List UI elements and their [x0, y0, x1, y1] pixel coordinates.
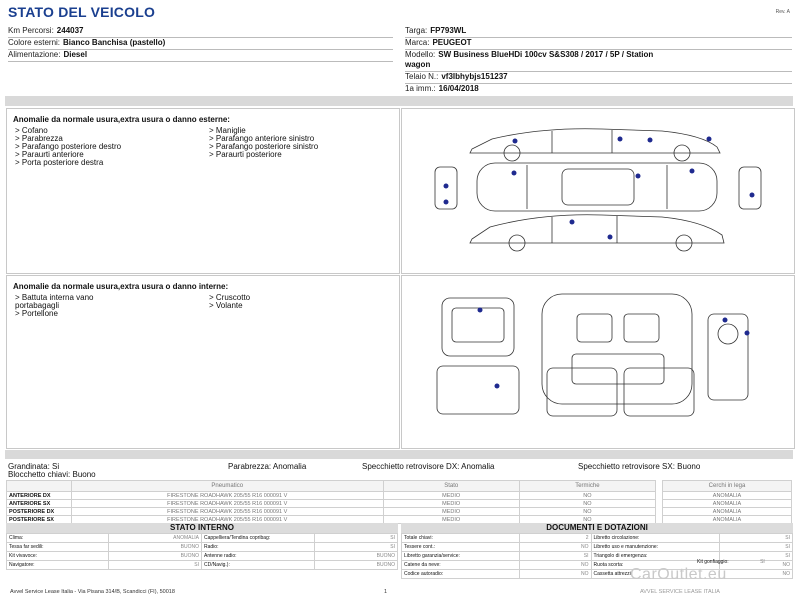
tyre-model: FIRESTONE ROADHAWK 205/55 R16 000091 V: [71, 508, 383, 516]
damage-marker: [513, 139, 518, 144]
damage-marker: [750, 193, 755, 198]
grid-label: Tessere cont.:: [402, 543, 520, 552]
table-row: [7, 552, 398, 561]
tyre-model: FIRESTONE ROADHAWK 205/55 R16 000091 V: [71, 500, 383, 508]
footer-company: AVVEL SERVICE LEASE ITALIA: [640, 589, 720, 595]
reg-label: 1a imm.:: [405, 84, 436, 93]
tyre-state: MEDIO: [383, 500, 519, 508]
reg-row: [405, 83, 790, 95]
internal-diagram-panel: [401, 275, 795, 449]
vin-value: vf3lbhybjs151237: [441, 72, 508, 81]
grid-label: CD/Navig.):: [202, 561, 315, 570]
grid-value: NO: [520, 561, 591, 570]
damage-marker: [444, 184, 449, 189]
tyre-thermal: NO: [519, 500, 655, 508]
grid-value: NO: [520, 543, 591, 552]
color-label: Colore esterni:: [8, 38, 61, 47]
model-value-line2: wagon: [405, 60, 431, 69]
fuel-label: Alimentazione:: [8, 50, 61, 59]
grid-label: Libretto circolazione:: [591, 534, 719, 543]
alloy-state: ANOMALIA: [663, 516, 792, 524]
interior-state-title: STATO INTERNO: [6, 523, 398, 533]
damage-marker: [608, 235, 613, 240]
damage-marker: [723, 318, 728, 323]
table-row: [7, 508, 656, 516]
km-label: Km Percorsi:: [8, 26, 54, 35]
grid-label: Ruota scorta:: [591, 561, 719, 570]
table-header-empty: [7, 481, 72, 492]
damage-item: > Maniglie: [209, 126, 246, 135]
km-value: 244037: [56, 26, 84, 35]
tyre-thermal: NO: [519, 516, 655, 524]
grid-label: Clima:: [7, 534, 109, 543]
internal-damage-title: Anomalie da normale usura,extra usura o danno interne:: [13, 282, 229, 291]
interior-state-table: [6, 533, 398, 570]
table-header: Termiche: [519, 481, 655, 492]
table-row: [7, 534, 398, 543]
color-row: [8, 37, 388, 49]
tyre-model: FIRESTONE ROADHAWK 205/55 R16 000091 V: [71, 492, 383, 500]
vin-label: Telaio N.:: [405, 72, 439, 81]
external-damage-list-2: [209, 127, 318, 159]
damage-item: > Portellone: [15, 309, 58, 318]
grid-value: NO: [520, 570, 591, 579]
grid-value: BUONO: [109, 552, 202, 561]
page-title: STATO DEL VEICOLO: [8, 4, 156, 20]
tyre-position: ANTERIORE DX: [7, 492, 72, 500]
table-header: Pneumatico: [71, 481, 383, 492]
plate-row: [405, 25, 790, 37]
color-value: Bianco Banchisa (pastello): [63, 38, 166, 47]
footer-address: Avvel Service Lease Italia - Via Pisana 314/B, Scandicci (FI), 50018: [10, 589, 175, 595]
fuel-value: Diesel: [63, 50, 88, 59]
footer-page: 1: [384, 589, 388, 595]
internal-damage-list-1: [15, 294, 94, 318]
grid-value: SI: [719, 552, 792, 561]
car-exterior-diagram: [402, 109, 794, 273]
tyre-position: POSTERIORE DX: [7, 508, 72, 516]
make-value: PEUGEOT: [432, 38, 472, 47]
watermark: CarOutlet.eu: [630, 566, 727, 583]
model-label: Modello:: [405, 50, 436, 59]
alloy-state: ANOMALIA: [663, 508, 792, 516]
grid-value: SI: [315, 534, 398, 543]
grid-value: SI: [520, 552, 591, 561]
mirror-sx-status: Specchietto retrovisore SX: Buono: [578, 462, 701, 471]
grid-value: BUONO: [315, 561, 398, 570]
reg-value: 16/04/2018: [438, 84, 479, 93]
table-row: [7, 500, 656, 508]
grid-value: BUONO: [315, 552, 398, 561]
damage-item: > Battuta interna vano: [15, 293, 94, 302]
alloy-state: ANOMALIA: [663, 500, 792, 508]
damage-item: > Paraurti anteriore: [15, 150, 84, 159]
tyre-model: FIRESTONE ROADHAWK 205/55 R16 000091 V: [71, 516, 383, 524]
mirror-dx-status: Specchietto retrovisore DX: Anomalia: [362, 462, 495, 471]
damage-item: > Paraurti posteriore: [209, 150, 282, 159]
alloy-table: [662, 480, 792, 524]
alloy-state: ANOMALIA: [663, 492, 792, 500]
internal-damage-panel: [6, 275, 400, 449]
damage-marker: [512, 171, 517, 176]
make-label: Marca:: [405, 38, 430, 47]
km-row: [8, 25, 388, 37]
external-damage-title: Anomalie da normale usura,extra usura o danno esterne:: [13, 115, 230, 124]
damage-item: > Cofano: [15, 126, 48, 135]
grid-value: ANOMALIA: [109, 534, 202, 543]
grid-label: Catene da neve:: [402, 561, 520, 570]
table-header: Stato: [383, 481, 519, 492]
damage-marker: [618, 137, 623, 142]
grid-label: Libretto uso e manutenzione:: [591, 543, 719, 552]
make-row: [405, 37, 790, 49]
grid-label: Tessa far sedili:: [7, 543, 109, 552]
grid-label: Radio:: [202, 543, 315, 552]
tyre-state: MEDIO: [383, 492, 519, 500]
damage-item: > Parafango posteriore sinistro: [209, 142, 319, 151]
tyre-state: MEDIO: [383, 508, 519, 516]
hail-status: Grandinata: Si: [8, 462, 60, 471]
damage-item: > Parabrezza: [15, 134, 63, 143]
grid-label: Libretto garanzia/service:: [402, 552, 520, 561]
tyre-state: MEDIO: [383, 516, 519, 524]
grid-label: Antenne radio:: [202, 552, 315, 561]
tyre-thermal: NO: [519, 492, 655, 500]
damage-item: > Parafango anteriore sinistro: [209, 134, 315, 143]
damage-item: > Parafango posteriore destro: [15, 142, 122, 151]
model-value-line1: SW Business BlueHDi 100cv S&S308 / 2017 / 5P / Station: [438, 50, 654, 59]
external-damage-list-1: [15, 127, 121, 167]
tyre-thermal: NO: [519, 508, 655, 516]
documents-title: DOCUMENTI E DOTAZIONI: [401, 523, 793, 533]
table-row: [402, 543, 793, 552]
damage-marker: [707, 137, 712, 142]
damage-item: > Porta posteriore destra: [15, 158, 104, 167]
table-row: [7, 543, 398, 552]
external-damage-panel: [6, 108, 400, 274]
damage-item: portabagagli: [15, 301, 60, 310]
car-interior-diagram: [402, 276, 794, 448]
model-row-2: [405, 59, 790, 71]
windshield-status: Parabrezza: Anomalia: [228, 462, 307, 471]
section-bar: [5, 96, 793, 106]
divider: [8, 61, 393, 62]
damage-marker: [444, 200, 449, 205]
external-diagram-panel: [401, 108, 795, 274]
tyre-position: ANTERIORE SX: [7, 500, 72, 508]
table-row: [402, 534, 793, 543]
grid-value: NO: [719, 561, 792, 570]
grid-value: SI: [719, 534, 792, 543]
kit-label: Kit gonfiaggio:: [697, 559, 729, 565]
keys-status: Blocchetto chiavi: Buono: [8, 470, 96, 479]
table-row: [7, 492, 656, 500]
plate-value: FP793WL: [430, 26, 467, 35]
grid-value: SI: [109, 561, 202, 570]
grid-label: Triangolo di emergenza:: [591, 552, 719, 561]
grid-label: Cassetta attrezzi:: [591, 570, 719, 579]
tyre-position: POSTERIORE SX: [7, 516, 72, 524]
grid-value: SI: [719, 543, 792, 552]
fuel-row: [8, 49, 388, 61]
vin-row: [405, 71, 790, 83]
page-revision: Rev. A: [775, 9, 790, 15]
grid-value: BUONO: [109, 543, 202, 552]
internal-damage-list-2: [209, 294, 250, 310]
grid-label: Codice autoradio:: [402, 570, 520, 579]
documents-table: [401, 533, 793, 579]
damage-marker: [495, 384, 500, 389]
grid-label: Kit vivavoce:: [7, 552, 109, 561]
table-row: [402, 570, 793, 579]
grid-label: Cappelliera/Tendina copribag:: [202, 534, 315, 543]
kit-value: SI: [760, 559, 765, 565]
tyre-table-header: [7, 481, 656, 492]
grid-value: SI: [315, 543, 398, 552]
damage-marker: [478, 308, 483, 313]
table-row: [7, 561, 398, 570]
tyre-table: [6, 480, 656, 524]
grid-label: Navigatore:: [7, 561, 109, 570]
plate-label: Targa:: [405, 26, 428, 35]
damage-item: > Cruscotto: [209, 293, 251, 302]
damage-marker: [648, 138, 653, 143]
section-bar: [5, 450, 793, 459]
damage-marker: [636, 174, 641, 179]
grid-label: Totale chiavi:: [402, 534, 520, 543]
grid-value: NO: [719, 570, 792, 579]
damage-marker: [745, 331, 750, 336]
damage-marker: [570, 220, 575, 225]
kit-row: [697, 559, 765, 565]
damage-marker: [690, 169, 695, 174]
damage-item: > Volante: [209, 301, 243, 310]
table-header: Cerchi in lega: [663, 481, 792, 492]
grid-value: 2: [520, 534, 591, 543]
